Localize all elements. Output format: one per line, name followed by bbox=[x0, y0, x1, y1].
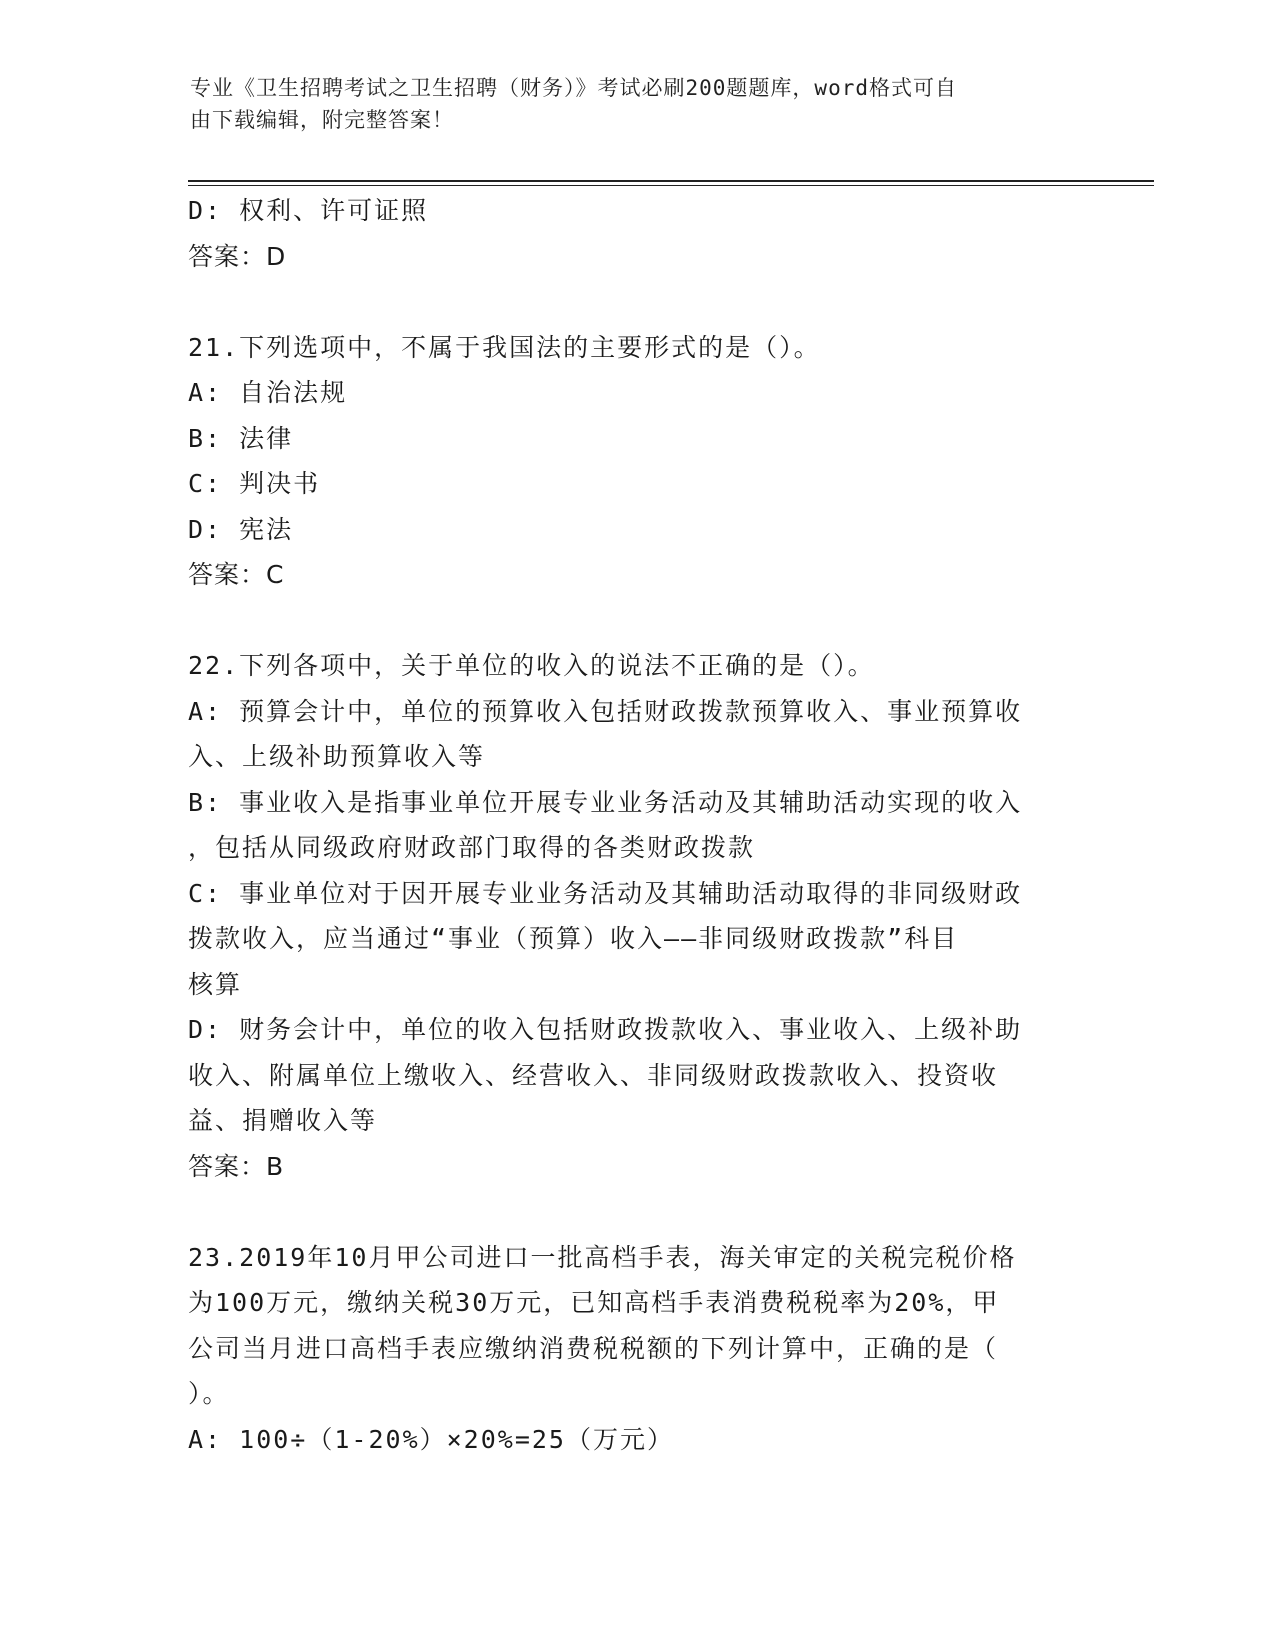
option-d-line-1: D: 财务会计中，单位的收入包括财政拨款收入、事业收入、上级补助 bbox=[188, 1015, 1023, 1044]
question-stem-line-2: 为100万元，缴纳关税30万元，已知高档手表消费税税率为20%，甲 bbox=[188, 1288, 1000, 1317]
spacer bbox=[188, 279, 1088, 325]
option-c-line-1: C: 事业单位对于因开展专业业务活动及其辅助活动取得的非同级财政 bbox=[188, 878, 1023, 908]
question-22 bbox=[188, 643, 1088, 1189]
option-d: D: 权利、许可证照 bbox=[188, 196, 429, 225]
answer-label: 答案：B bbox=[188, 1151, 285, 1181]
header-line-1: 专业《卫生招聘考试之卫生招聘（财务）》考试必刷200题题库，word格式可自 bbox=[190, 76, 957, 100]
answer-label: 答案：D bbox=[188, 241, 287, 271]
spacer bbox=[188, 1189, 1088, 1235]
option-d-line-2: 收入、附属单位上缴收入、经营收入、非同级财政拨款收入、投资收 bbox=[188, 1060, 999, 1090]
option-b-line-2: ，包括从同级政府财政部门取得的各类财政拨款 bbox=[188, 833, 756, 862]
option-b: B: 法律 bbox=[188, 423, 294, 453]
option-a-line-1: A: 预算会计中，单位的预算收入包括财政拨款预算收入、事业预算收 bbox=[188, 696, 1023, 726]
option-d-line-3: 益、捐赠收入等 bbox=[188, 1106, 378, 1135]
header-rule-thin bbox=[188, 185, 1154, 186]
option-a-line-2: 入、上级补助预算收入等 bbox=[188, 742, 486, 771]
header-line-2: 由下载编辑，附完整答案！ bbox=[190, 108, 454, 132]
option-c: C: 判决书 bbox=[188, 469, 321, 498]
spacer bbox=[188, 598, 1088, 644]
header-rule-thick bbox=[188, 180, 1154, 182]
option-c-line-3: 核算 bbox=[188, 969, 243, 999]
question-21 bbox=[188, 325, 1088, 598]
document-header bbox=[190, 72, 1070, 136]
question-content bbox=[188, 188, 1088, 1462]
answer-label: 答案：C bbox=[188, 560, 285, 589]
question-stem-line-1: 23.2019年10月甲公司进口一批高档手表，海关审定的关税完税价格 bbox=[188, 1242, 1017, 1272]
question-stem-line-4: ）。 bbox=[188, 1379, 230, 1408]
option-c-line-2: 拨款收入，应当通过“事业（预算）收入——非同级财政拨款”科目 bbox=[188, 924, 959, 953]
question-stem: 22.下列各项中，关于单位的收入的说法不正确的是（）。 bbox=[188, 651, 875, 680]
question-20 bbox=[188, 188, 1088, 279]
option-a: A: 100÷（1-20%）×20%=25（万元） bbox=[188, 1424, 674, 1454]
question-23 bbox=[188, 1235, 1088, 1463]
option-d: D: 宪法 bbox=[188, 514, 294, 544]
option-b-line-1: B: 事业收入是指事业单位开展专业业务活动及其辅助活动实现的收入 bbox=[188, 787, 1023, 817]
option-a: A: 自治法规 bbox=[188, 378, 348, 407]
question-stem: 21.下列选项中，不属于我国法的主要形式的是（）。 bbox=[188, 332, 821, 362]
question-stem-line-3: 公司当月进口高档手表应缴纳消费税税额的下列计算中，正确的是（ bbox=[188, 1333, 999, 1363]
